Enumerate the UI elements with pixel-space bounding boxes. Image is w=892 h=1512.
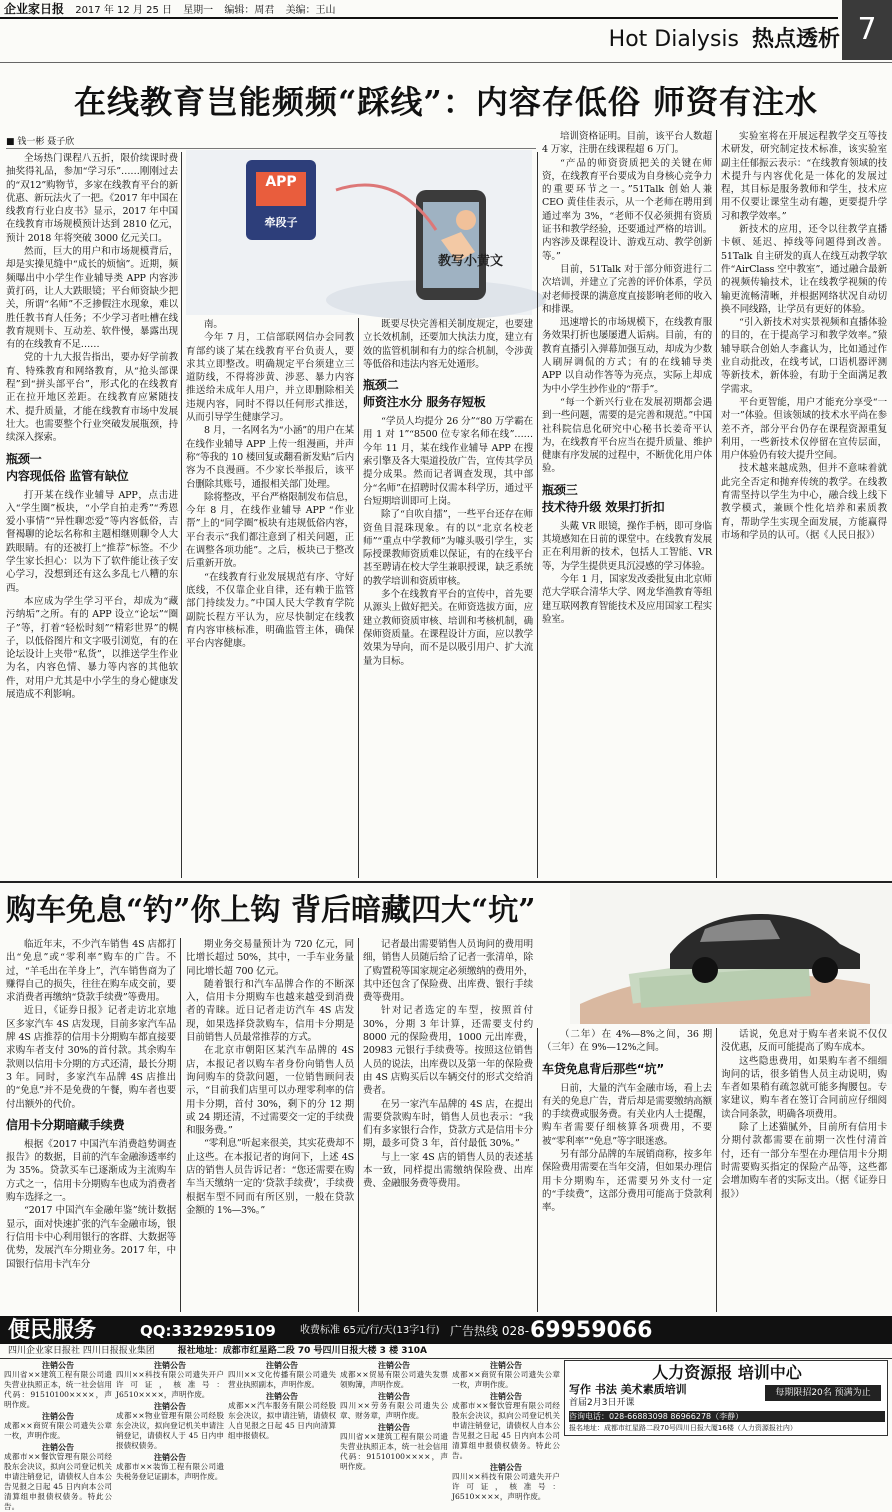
training-date: 首届2月3日开课 bbox=[569, 1398, 635, 1408]
article2-col3 bbox=[363, 938, 533, 1312]
ads-banner bbox=[0, 1318, 892, 1344]
article1-illustration bbox=[186, 150, 532, 315]
paragraph: 迅速增长的市场规模下，在线教育服务效果打折也屡屡遭人诟病。目前，有的教育直播引入弹幕加强互动，却成为少数人刷屏调侃的方式；有的在线辅导类 APP 以自动作答等为亮点，实际上却成为中小学生抄作业的“帮手”。 bbox=[542, 317, 712, 395]
paper-name: 企业家日报 bbox=[4, 2, 65, 16]
col-divider bbox=[358, 938, 359, 1312]
paragraph: 今年 1 月，国家发改委批复由北京师范大学联合清华大学、网龙华渔教育等组建互联网教育智能技术及应用国家工程实验室。 bbox=[542, 573, 712, 625]
notice-text: 成都××贸易有限公司遗失发票领购簿，声明作废。 bbox=[340, 1370, 448, 1389]
notice-title: 注销公告 bbox=[378, 1422, 410, 1432]
article-separator bbox=[0, 881, 892, 883]
paragraph: “在线教育行业发展规范有序、守好底线，不仅靠企业自律，还有赖于监管部门持续发力。”中国人民大学教育学院副院长程方平认为，应尽快制定在线教育内容审核标准，明确监管主体，确保平台内容健康。 bbox=[186, 571, 354, 650]
notice-title: 注销公告 bbox=[266, 1360, 298, 1370]
col-divider bbox=[358, 318, 359, 878]
notice-title: 注销公告 bbox=[490, 1360, 522, 1370]
notice-col-5 bbox=[452, 1360, 560, 1501]
article2-col1 bbox=[6, 938, 176, 1312]
training-title: 人力资源报 培训中心 bbox=[652, 1363, 802, 1382]
ads-phone: 69959066 bbox=[530, 1318, 653, 1343]
article2-headline: 购车免息“钓”你上钩 背后暗藏四大“坑” bbox=[6, 893, 536, 928]
article1-col5 bbox=[721, 130, 887, 878]
paragraph: 日前，大量的汽车金融市场，看上去有关的免息广告，背后却是需要缴纳高额的手续费或服务费。有关业内人士提醒，购车者需要仔细核算各项费用，不要被“零利率”“免息”等字眼迷惑。 bbox=[542, 1082, 712, 1147]
a1-sub1: 瓶颈一 内容现低俗 监管有缺位 bbox=[6, 451, 129, 483]
section-title bbox=[560, 22, 840, 58]
paragraph: 临近年末，不少汽车销售 4S 店都打出“免息”或“零利率”购车的广告。不过，“羊毛出在羊身上”，汽车销售商为了赚得自己的损失，往往在购车成交前，要求消费者再缴纳“贷款手续费”等费用。 bbox=[6, 939, 176, 1004]
training-discount: 每期限招20名 预满为止 bbox=[765, 1385, 881, 1401]
notice-title: 注销公告 bbox=[42, 1442, 74, 1452]
issue-date: 2017 年 12 月 25 日 bbox=[75, 5, 172, 16]
notice-title: 注销公告 bbox=[266, 1391, 298, 1401]
byline-rule bbox=[6, 148, 536, 149]
col-divider bbox=[716, 1028, 717, 1312]
a1c1-p1 bbox=[6, 152, 178, 445]
ads-phone-label: 广告热线 028- bbox=[450, 1324, 530, 1338]
ads-banner-title: 便民服务 bbox=[8, 1318, 97, 1343]
paragraph: 今年 7 月，工信部联网信办会同教育部约谈了某在线教育平台负责人，要求其立即整改。明确规定平台须建立三道防线，不得将涉黄、涉恶、暴力内容推送给未成年人用户，并立即删除相关违规内容，同时不得以任何形式推送，从而引导学生健康学习。 bbox=[186, 332, 354, 424]
paragraph: 南。 bbox=[204, 319, 223, 330]
paragraph: 技术越来越成熟，但并不意味着就此完全否定和抛弃传统的教学。在线教育需坚持以学生为中心，融合线上线下教学模式，兼顾个性化培养和素质教育，帮助学生实现全面发展，方能赢得市场和学员的认可。（据《人民日报》） bbox=[721, 463, 887, 541]
article1-byline: ■ 钱一彬 聂子欣 bbox=[6, 137, 75, 147]
training-consult-addr: 报名地址：成都市红星路二段70号四川日报大厦16楼（人力资源报社内） bbox=[569, 1424, 797, 1432]
car-money-illustration bbox=[570, 884, 892, 1024]
a2-sub1: 信用卡分期暗藏手续费 bbox=[6, 1117, 125, 1132]
editor: 编辑：周君 bbox=[224, 5, 275, 16]
notice-title: 注销公告 bbox=[154, 1360, 186, 1370]
notice-col-4 bbox=[340, 1360, 448, 1471]
notice-text: 四川省××建筑工程有限公司遗失营业执照正本，统一社会信用代码：91510100××××，声明作废。 bbox=[340, 1432, 448, 1471]
article2-col5 bbox=[721, 1028, 887, 1312]
notice-text: 成都市××餐饮管理有限公司经股东会决议，拟向公司登记机关申请注销登记，请债权人自本公告见报之日起 45 日内向本公司清算组申报债权债务。特此公告。 bbox=[452, 1401, 560, 1460]
paragraph: 党的十九大报告指出，要办好学前教育、特殊教育和网络教育，从“抢头部课程”到“拼头部平台”，形式化的在线教育正在拉开地区差距。在线教育应紧随技术、提升质量，才能在线教育市场中发展壮大。也需要整个行业突破发展瓶颈，持续深入探索。 bbox=[6, 352, 178, 444]
article1-headline: 在线教育岂能频频“踩线”：内容存低俗 师资有注水 bbox=[74, 83, 818, 121]
notice-text: 四川省××建筑工程有限公司遗失营业执照正本，统一社会信用代码：91510100××××，声明作废。 bbox=[4, 1370, 112, 1409]
notice-title: 注销公告 bbox=[154, 1401, 186, 1411]
paragraph: 平台更智能，用户才能充分享受“一对一”体验。但该领域的技术水平尚在参差不齐，部分平台仍存在课程资源重复利用，一些新技术仅停留在宣传层面，用户体验仍有较大提升空间。 bbox=[721, 396, 887, 462]
header-bottom-rule bbox=[0, 62, 892, 63]
ads-company: 四川企业家日报社 四川日报报业集团 bbox=[8, 1346, 155, 1356]
paragraph: 目前，51Talk 对于部分师资进行二次培训，并建立了完善的评价体系，学员对老师授课的满意度直接影响老师的收入和排课。 bbox=[542, 263, 712, 315]
notice-text: 成都××商贸有限公司遗失公章一枚，声明作废。 bbox=[452, 1370, 560, 1389]
paragraph: “学员人均提分 26 分”“80 万学霸在用 1 对 1”“8500 位专家名师在线”……今年 11 月，某在线作业辅导 APP 在搜索引擎及各大渠道投放广告，宣传其学员提分成果。然而记者调查发现，其中部分“名师”在招聘时仅需本科学历，通过平台短期培训即可上岗。 bbox=[363, 416, 533, 507]
notice-title: 注销公告 bbox=[490, 1391, 522, 1401]
notice-title: 注销公告 bbox=[378, 1360, 410, 1370]
paragraph: 本应成为学生学习平台，却成为“藏污纳垢”之所。有的 APP 设立“论坛”“圈子”等，打着“轻松时刻”“精彩世界”的幌子，以低俗图片和文字吸引浏览，有的在论坛设计上夹带“私货”，以推送学生作业为名，内容色情、暴力等内容的其他软件，对用户尤其是中小学生的身心健康发展造成不利影响。 bbox=[6, 595, 178, 700]
notice-title: 注销公告 bbox=[378, 1391, 410, 1401]
byline-text: 钱一彬 聂子欣 bbox=[17, 137, 75, 147]
article1-col1 bbox=[6, 152, 178, 878]
paragraph: 近日，《证券日报》记者走访北京地区多家汽车 4S 店发现，目前多家汽车品牌 4S 店推荐的信用卡分期购车都直接要求购车者支付 30%的首付款。其余购车款则以信用卡分期的方式还清，最长分期 3 年。同时，多家汽车品牌 4S 店推出的“免息”并不是免费的午餐，购车者也要付出额外的代价。 bbox=[6, 1005, 176, 1110]
notice-text: 成都××商贸有限公司遗失公章一枚，声明作废。 bbox=[4, 1421, 112, 1440]
paragraph: 除了上述猫腻外，目前所有信用卡分期付款都需要在前期一次性付清首付，还有一部分车型在办理信用卡分期时需要购买指定的保险产品等，这些都会增加购车者的实际支出。（据《证券日报》） bbox=[721, 1122, 887, 1200]
notice-text: 四川××科技有限公司遗失开户许可证，核准号：J6510××××，声明作废。 bbox=[116, 1370, 224, 1399]
col-divider bbox=[537, 1028, 538, 1312]
col-divider bbox=[716, 130, 717, 878]
a1c1-p2 bbox=[6, 489, 178, 702]
designer: 美编：王山 bbox=[285, 5, 336, 16]
paragraph: 根据《2017 中国汽车消费趋势调查报告》的数据，目前的汽车金融渗透率约为 35%。贷款买车已逐渐成为主流购车方式之一，信用卡分期购车也成为消费者购车选择之一。 bbox=[6, 1138, 176, 1204]
paragraph: 针对记者选定的车型，按照首付 30%，分期 3 年计算，还需要支付约 8000 元的保险费用，1000 元出库费，20983 元银行手续费等。按照这位销售人员的说法，出库费以及第一年的保险费由 4S 店购买后以车辆交付的形式交给消费者。 bbox=[363, 1005, 533, 1097]
paragraph: “每一个新兴行业在发展初期都会遇到一些问题，需要的是完善和规范。”中国社科院信息化研究中心秘书长姜奇平认为，在线教育平台应当在提升质量、维护健康有序发展的过程中，不断优化用户体验。 bbox=[542, 396, 712, 475]
page-number: 7 bbox=[842, 0, 892, 60]
paragraph: 话说，免息对于购车者来说不仅仅没优惠，反而可能提高了购车成本。 bbox=[721, 1029, 887, 1054]
training-sub: 写作 书法 美术素质培训 bbox=[569, 1383, 687, 1396]
a1-sub2: 瓶颈二 师资注水分 服务存短板 bbox=[363, 378, 486, 410]
article1-col3 bbox=[363, 318, 533, 878]
col-divider bbox=[537, 152, 538, 878]
notice-text: 成都××汽车服务有限公司经股东会决议，拟申请注销，请债权人自见报之日起 45 日内向清算组申报债权。 bbox=[228, 1401, 336, 1440]
article2-col2 bbox=[186, 938, 354, 1312]
paragraph: 另有部分品牌的车展销商称，按多年保险费用需要在当年交清，但如果办理信用卡分期购车，还需要另外支付一定的“手续费”，这部分费用可能高于贷款利率。 bbox=[542, 1149, 712, 1214]
paragraph: 与上一家 4S 店的销售人员的表述基本一致，同样提出需缴纳保险费、出库费、金融服务费等费用。 bbox=[363, 1151, 533, 1190]
paragraph: 随着银行和汽车品牌合作的不断深入，信用卡分期购车也越来越受到消费者的青睐。近日记者走访汽车 4S 店发现，如果选择贷款购车，信用卡分期是目前销售人员最常推荐的方式。 bbox=[186, 978, 354, 1044]
article2-col4 bbox=[542, 1028, 712, 1312]
notice-title: 注销公告 bbox=[490, 1462, 522, 1472]
notice-text: 成都市××餐饮管理有限公司经股东会决议，拟向公司登记机关申请注销登记，请债权人自本公告见报之日起 45 日内向本公司清算组申报债权债务。特此公告。 bbox=[4, 1452, 112, 1511]
paragraph: “产品的师资资质把关的关键在师资，在线教育平台要成为自身核心竞争力的重要环节之一。”51Talk 创始人兼 CEO 黄佳佳表示，从一个老师在聘用到通过率为 3%，“老师不仅必须拥有资质证书和教学经验，还要通过严格的培训。内容涉及课程设计、游戏互动、教学创新等。” bbox=[542, 157, 712, 262]
article1-col4 bbox=[542, 130, 712, 878]
paragraph: 8 月，一名网名为“小涵”的用户在某在线作业辅导 APP 上传一组漫画，并声称“等我的 10 楼回复或翻看新发贴”后内容为不良漫画。不少家长举报后，该平台删除其账号，通报相关部门处理。 bbox=[186, 425, 354, 490]
paragraph: 记者最出需要销售人员询问的费用明细，销售人员随后给了记者一张清单，除了购置税等国家规定必须缴纳的费用外，其中还包含了保险费、出库费、银行手续费等费用。 bbox=[363, 939, 533, 1004]
notice-text: 成都××物业管理有限公司经股东会决议，拟向登记机关申请注销登记，请债权人于 45 日内申报债权债务。 bbox=[116, 1411, 224, 1450]
col-divider bbox=[180, 938, 181, 1312]
notice-col-2 bbox=[116, 1360, 224, 1481]
paragraph: “引入新技术对实景视频和直播体验的目的，在于提高学习和教学效率。”猿辅导联合创始人李鑫认为，比如通过作业自动批改，在线考试，口语机器评测等新技术，新体验，有助于全面满足教学需求。 bbox=[721, 317, 887, 395]
paragraph: 然而，巨大的用户和市场规模背后，却是实操见缝中“成长的烦恼”。近期，频频曝出中小学生作业辅导类 APP 内容涉黄打码，让人大跌眼镜；平台师资缺少把关，所谓“名师”不乏掺假注水现象，难以胜任教书育人任务；不少学习者吐槽在线教育规则卡、互动差、软件慢，暴露出现有的在线教育不足…… bbox=[6, 246, 178, 351]
ads-price: 收费标准 65元/行/天(13字1行) bbox=[300, 1325, 440, 1336]
app-sign-label: 牵段子 bbox=[264, 216, 298, 229]
article1-col2 bbox=[186, 318, 354, 878]
paragraph: “2017 中国汽车金融年鉴”统计数据显示，面对快速扩张的汽车金融市场，银行信用卡中心利用银行的客群、大数据等优势，发展汽车分期业务。2017 年，中国银行信用卡汽车分 bbox=[6, 1205, 176, 1270]
paragraph: 在另一家汽车品牌的 4S 店，在提出需要贷款购车时，销售人员也表示：“我们有多家银行合作，贷款方式是信用卡分期，最多可贷 3 年，首付最低 30%。” bbox=[363, 1098, 533, 1150]
paragraph: 在北京市朝阳区某汽车品牌的 4S 店，本报记者以购车者身份向销售人员询问购车的贷款问题，一位销售顾问表示，“目前我们店里可以办理零利率的信用卡分期，首付 30%，剩下的分 12 期或 24 期还清，不过需要交一定的手续费和服务费。” bbox=[186, 1045, 354, 1137]
header-rule bbox=[0, 17, 838, 19]
ads-qq: QQ:3329295109 bbox=[140, 1322, 276, 1340]
notice-text: 四川××科技有限公司遗失开户许可证，核准号：J6510××××，声明作废。 bbox=[452, 1472, 560, 1501]
a1-sub3: 瓶颈三 技术待升级 效果打折扣 bbox=[542, 482, 665, 514]
paragraph: 新技术的应用，还令以往教学直播卡顿、延迟、掉线等问题得到改善。51Talk 自主研发的真人在线互动教学软件“AirClass 空中教室”，通过融合最新的视频传输技术，让在线教学视频的传输更流畅清晰，并根据网络状况自动切换不同线路，让学员有更好的体验。 bbox=[721, 224, 887, 315]
notice-col-3 bbox=[228, 1360, 336, 1440]
paragraph: 打开某在线作业辅导 APP，点击进入“学生圈”板块，“小学自拍走秀”“秀恩爱小事情”“异性聊恋爱”等内容低俗，吉督褐聊的论坛名称和主题相继则聊令人大跌眼睛。有的还被打上“推荐”标签。不少学生家长担心：以为下了软件能让孩子安心学习，没想到还有这么多乱七八糟的东西。 bbox=[6, 489, 178, 594]
col-divider bbox=[181, 152, 182, 878]
paragraph: （二年）在 4%—8%之间，36 期（三年）在 9%—12%之间。 bbox=[542, 1029, 712, 1054]
paragraph: 这些隐患费用，如果购车者不细细询问的话，很多销售人员主动说明，购车者如果稍有疏忽就可能多掏腰包。专家建议，购车者在签订合同前应仔细阅读合同条款，明确各项费用。 bbox=[721, 1055, 887, 1120]
paragraph: 实验室将在开展远程教学交互等技术研发，研究制定技术标准，该实验室副主任郁振云表示：“在线教育领域的技术提升与内容优化是一体化的发展过程，其目标是服务教师和学生，技术应用不仅要让课堂生动有趣，更要提升学习和教学效率。” bbox=[721, 131, 887, 222]
notice-text: 成都市××装饰工程有限公司遗失税务登记证副本，声明作废。 bbox=[116, 1462, 224, 1481]
paragraph: 期业务交易量预计为 720 亿元，同比增长超过 50%，其中，一手车业务量同比增长超 700 亿元。 bbox=[186, 939, 354, 977]
paragraph: 除将整改，平台严格限制发布信息，今年 8 月，在线作业辅导 APP “作业帮”上的“同学圈”板块有违规低俗内容，平台表示“我们都注意到了相关问题，正在调整各项功能”。之后，板块已于整改后重新开放。 bbox=[186, 491, 354, 570]
paragraph: 培训资格证明。目前，该平台人数超 4 万家，注册在线课程超 6 万门。 bbox=[542, 131, 712, 156]
section-cn: 热点透析 bbox=[751, 27, 840, 52]
notice-text: 四川××劳务有限公司遗失公章、财务章，声明作废。 bbox=[340, 1401, 448, 1420]
notice-col-1 bbox=[4, 1360, 112, 1511]
training-consult: 咨询电话：028-66883098 86966278（李静） bbox=[569, 1411, 885, 1422]
training-ad bbox=[564, 1360, 888, 1436]
weekday: 星期一 bbox=[183, 5, 214, 16]
app-phone-illustration bbox=[186, 150, 532, 315]
paragraph: 头戴 VR 眼镜，操作手柄，即可身临其境感知在日前的课堂中。在线教育发展正在利用新的技术，包括人工智能、VR 等，为学生提供更具沉浸感的学习体验。 bbox=[542, 520, 712, 572]
book-label: 教写小黄文 bbox=[438, 254, 504, 269]
paragraph: 除了“自吹自擂”，一些平台还存在师资鱼目混珠现象。有的以“北京名校老师”“重点中学教师”为噱头吸引学生，实际授课教师资质难以保证，有的在线平台甚至聘请在校大学生兼职授课，缺乏系统的教学培训和资质审核。 bbox=[363, 509, 533, 587]
notice-text: 四川××文化传播有限公司遗失营业执照副本，声明作废。 bbox=[228, 1370, 336, 1389]
paragraph: “零利息”听起来很美，其实花费却不止这些。在本报记者的询问下，上述 4S 店的销售人员告诉记者：“您还需要在购车当天缴纳一定的‘贷款手续费’，手续费根据车型不同而有所区别，一般在贷款金额的 1%—3%。” bbox=[186, 1138, 354, 1216]
notice-title: 注销公告 bbox=[154, 1452, 186, 1462]
a2-sub2: 车贷免息背后那些“坑” bbox=[542, 1061, 665, 1076]
notice-title: 注销公告 bbox=[42, 1411, 74, 1421]
paragraph: 多个在线教育平台的宣传中，首先要从源头上做好把关。在师资选拔方面，应建立教师资质审核、培训和考核机制，确保师资质量。在课程设计方面，应以教学效果为导向，而不是以吸引用户、扩大流量为目标。 bbox=[363, 589, 533, 667]
car-on-hand-image bbox=[570, 884, 892, 1024]
ads-address bbox=[0, 1344, 892, 1359]
notice-title: 注销公告 bbox=[42, 1360, 74, 1370]
app-label: APP bbox=[265, 174, 297, 190]
ads-address-text: 报社地址：成都市红星路二段 70 号四川日报大楼 3 楼 310A bbox=[177, 1346, 427, 1356]
paragraph: 既要尽快完善相关制度规定，也要建立长效机制，还要加大执法力度，建立有效的监管机制和有力的综合机制，令涉黄等低俗和违法内容无处遁形。 bbox=[363, 319, 533, 370]
section-en: Hot Dialysis bbox=[608, 27, 739, 52]
paragraph: 全场热门课程八五折，限价续课时费抽奖得礼品，参加“学习乐”……刚刚过去的“双12”购物节，多家在线教育平台的新优惠、新玩法火了一把。《2017 年中国在线教育行业白皮书》显示，2017 年中国在线教育市场规模预计达到 2810 亿元，预计 2018 年将突破 3000 亿元关口。 bbox=[6, 153, 178, 244]
masthead bbox=[4, 2, 888, 16]
